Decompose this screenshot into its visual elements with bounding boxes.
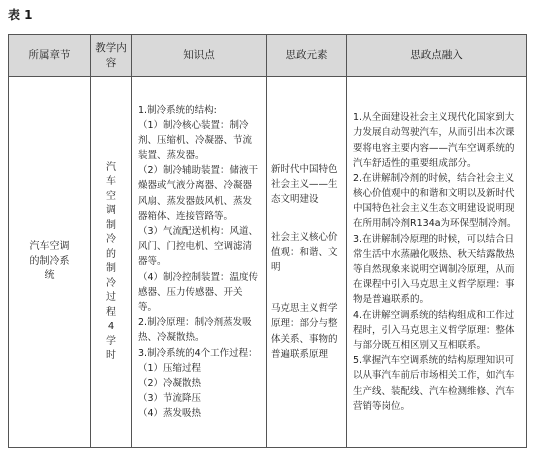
- knowledge-line: （4）蒸发吸热: [138, 408, 202, 420]
- knowledge-line: （1）制冷核心装置：制冷剂、压缩机、冷凝器、节流装置、蒸发器。: [138, 119, 253, 162]
- knowledge-line: （4）制冷控制装置：温度传感器、压力传感器、开关等。: [138, 271, 259, 313]
- knowledge-line: （2）制冷辅助装置：储液干燥器或气液分离器、冷凝器风扇、蒸发器鼓风机、蒸发器箱体、连接管路等。: [138, 165, 259, 222]
- chapter-cell: 汽车空调的制冷系统: [9, 77, 91, 448]
- knowledge-line: （1）压缩过程: [138, 362, 202, 374]
- element-item: 新时代中国特色社会主义——生态文明建设: [271, 164, 338, 206]
- knowledge-line: （2）冷凝散热: [138, 377, 202, 389]
- element-item: 社会主义核心价值观：和谐、文明: [271, 231, 338, 273]
- header-content: 教学内容: [91, 35, 132, 77]
- elements-cell: [267, 77, 347, 448]
- table-row: [9, 77, 527, 448]
- header-chapter: 所属章节: [9, 35, 91, 77]
- table-caption: 表 1: [8, 8, 33, 22]
- table-header-row: [9, 35, 527, 77]
- knowledge-line: （3）节流降压: [138, 393, 202, 405]
- content-cell: 汽车空调制冷的制冷过程4学时: [91, 77, 132, 448]
- element-item: 马克思主义哲学原理：部分与整体关系、事物的普遍联系原理: [271, 303, 338, 360]
- knowledge-cell: [132, 77, 267, 448]
- integration-item: 5.掌握汽车空调系统的结构原理知识可以从事汽车前后市场相关工作，如汽车生产线、装配线、汽车检测维修、汽车营销等岗位。: [353, 355, 515, 412]
- header-knowledge: 知识点: [132, 35, 267, 77]
- knowledge-line: （3）气流配送机构：风道、风门、门控电机、空调滤清器等。: [138, 226, 259, 268]
- header-integration: 思政点融入: [347, 35, 527, 77]
- knowledge-line: 3.制冷系统的4个工作过程：: [138, 347, 258, 359]
- knowledge-line: 1.制冷系统的结构:: [138, 104, 217, 116]
- course-table: [8, 34, 527, 448]
- knowledge-line: 2.制冷原理：制冷剂蒸发吸热、冷凝散热。: [138, 317, 252, 344]
- integration-item: 2.在讲解制冷剂的时候，结合社会主义核心价值观中的和谐和文明以及新时代中国特色社会主义生态文明建设说明现在所用制冷剂R134a为环保型制冷剂。: [353, 172, 517, 230]
- integration-item: 3.在讲解制冷原理的时候，可以结合日常生活中水蒸融化吸热、秋天结露散热等自然现象来说明空调制冷原理，从而在课程中引入马克思主义哲学原理：事物是普遍联系的。: [353, 233, 515, 306]
- header-elements: 思政元素: [267, 35, 347, 77]
- integration-item: 1.从全面建设社会主义现代化国家到大力发展自动驾驶汽车，从而引出本次课要将电容主要内容——汽车空调系统的汽车舒适性的重要组成部分。: [353, 112, 515, 169]
- integration-cell: [347, 77, 527, 448]
- integration-item: 4.在讲解空调系统的结构组成和工作过程时，引入马克思主义哲学原理：整体与部分既互相区别又互相联系。: [353, 309, 515, 351]
